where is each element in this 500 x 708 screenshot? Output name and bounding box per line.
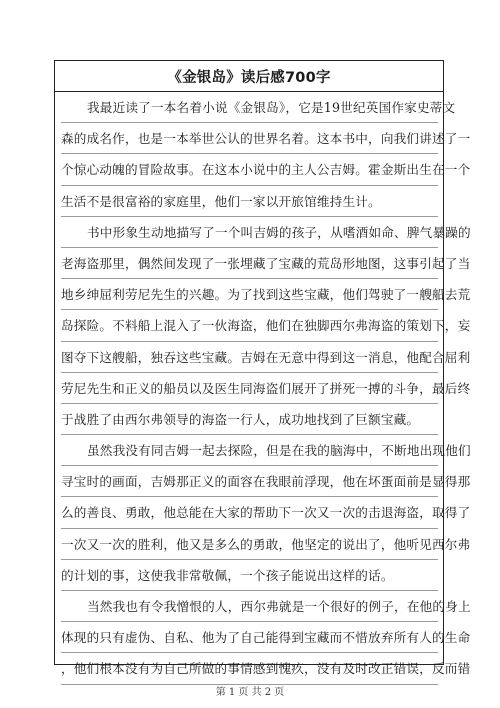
document-title: 《金银岛》读后感700字 — [167, 69, 331, 86]
text-line: 个惊心动魄的冒险故事。在这本小说中的主人公吉姆。霍金斯出生在一个 — [61, 154, 438, 185]
text-line: 劳尼先生和正义的船员以及医生同海盗们展开了拼死一搏的斗争，最后终 — [61, 373, 438, 404]
text-line: 我最近读了一本名着小说《金银岛》，它是19世纪英国作家史蒂文 — [61, 92, 438, 123]
text-line: 森的成名作，也是一本举世公认的世界名着。这本书中，向我们讲述了一 — [61, 123, 438, 154]
text-line: 的计划的事，这使我非常敬佩，一个孩子能说出这样的话。 — [61, 560, 438, 591]
text-line: 岛探险。不料船上混入了一伙海盗，他们在独脚西尔弗海盗的策划下，妄 — [61, 310, 438, 341]
text-line: 么的善良、勇敢，他总能在大家的帮助下一次又一次的击退海盗，取得了 — [61, 497, 438, 528]
text-line: 书中形象生动地描写了一个叫吉姆的孩子，从嗜酒如命、脾气暴躁的 — [61, 217, 438, 248]
text-line: 生活不是很富裕的家庭里，他们一家以开旅馆维持生计。 — [61, 186, 438, 217]
text-line: 当然我也有令我憎恨的人，西尔弗就是一个很好的例子，在他的身上 — [61, 591, 438, 622]
text-line: 老海盗那里，偶然间发现了一张埋藏了宝藏的荒岛形地图，这事引起了当 — [61, 248, 438, 279]
text-line: 图夺下这艘船，独吞这些宝藏。吉姆在无意中得到这一消息，他配合屈利 — [61, 342, 438, 373]
text-line: ，他们根本没有为自己所做的事情感到愧疚，没有及时改正错误，反而错 — [61, 653, 438, 684]
text-line: 于战胜了由西尔弗领导的海盗一行人，成功地找到了巨额宝藏。 — [61, 404, 438, 435]
text-line: 一次又一次的胜利，他又是多么的勇敢，他坚定的说出了，他听见西尔弗 — [61, 529, 438, 560]
page-footer: 第 1 页 共 2 页 — [215, 687, 285, 698]
text-line: 地乡绅屈利劳尼先生的兴趣。为了找到这些宝藏，他们驾驶了一艘船去荒 — [61, 279, 438, 310]
essay-body — [55, 92, 471, 685]
text-line: 虽然我没有同吉姆一起去探险，但是在我的脑海中，不断地出现他们 — [61, 435, 438, 466]
text-line: 体现的只有虚伪、自私、他为了自己能得到宝藏而不惜放弃所有人的生命 — [61, 622, 438, 653]
title-row — [55, 61, 443, 92]
essay-table — [54, 60, 471, 677]
text-line: 寻宝时的画面，吉姆那正义的面容在我眼前浮现，他在坏蛋面前是显得那 — [61, 466, 438, 497]
